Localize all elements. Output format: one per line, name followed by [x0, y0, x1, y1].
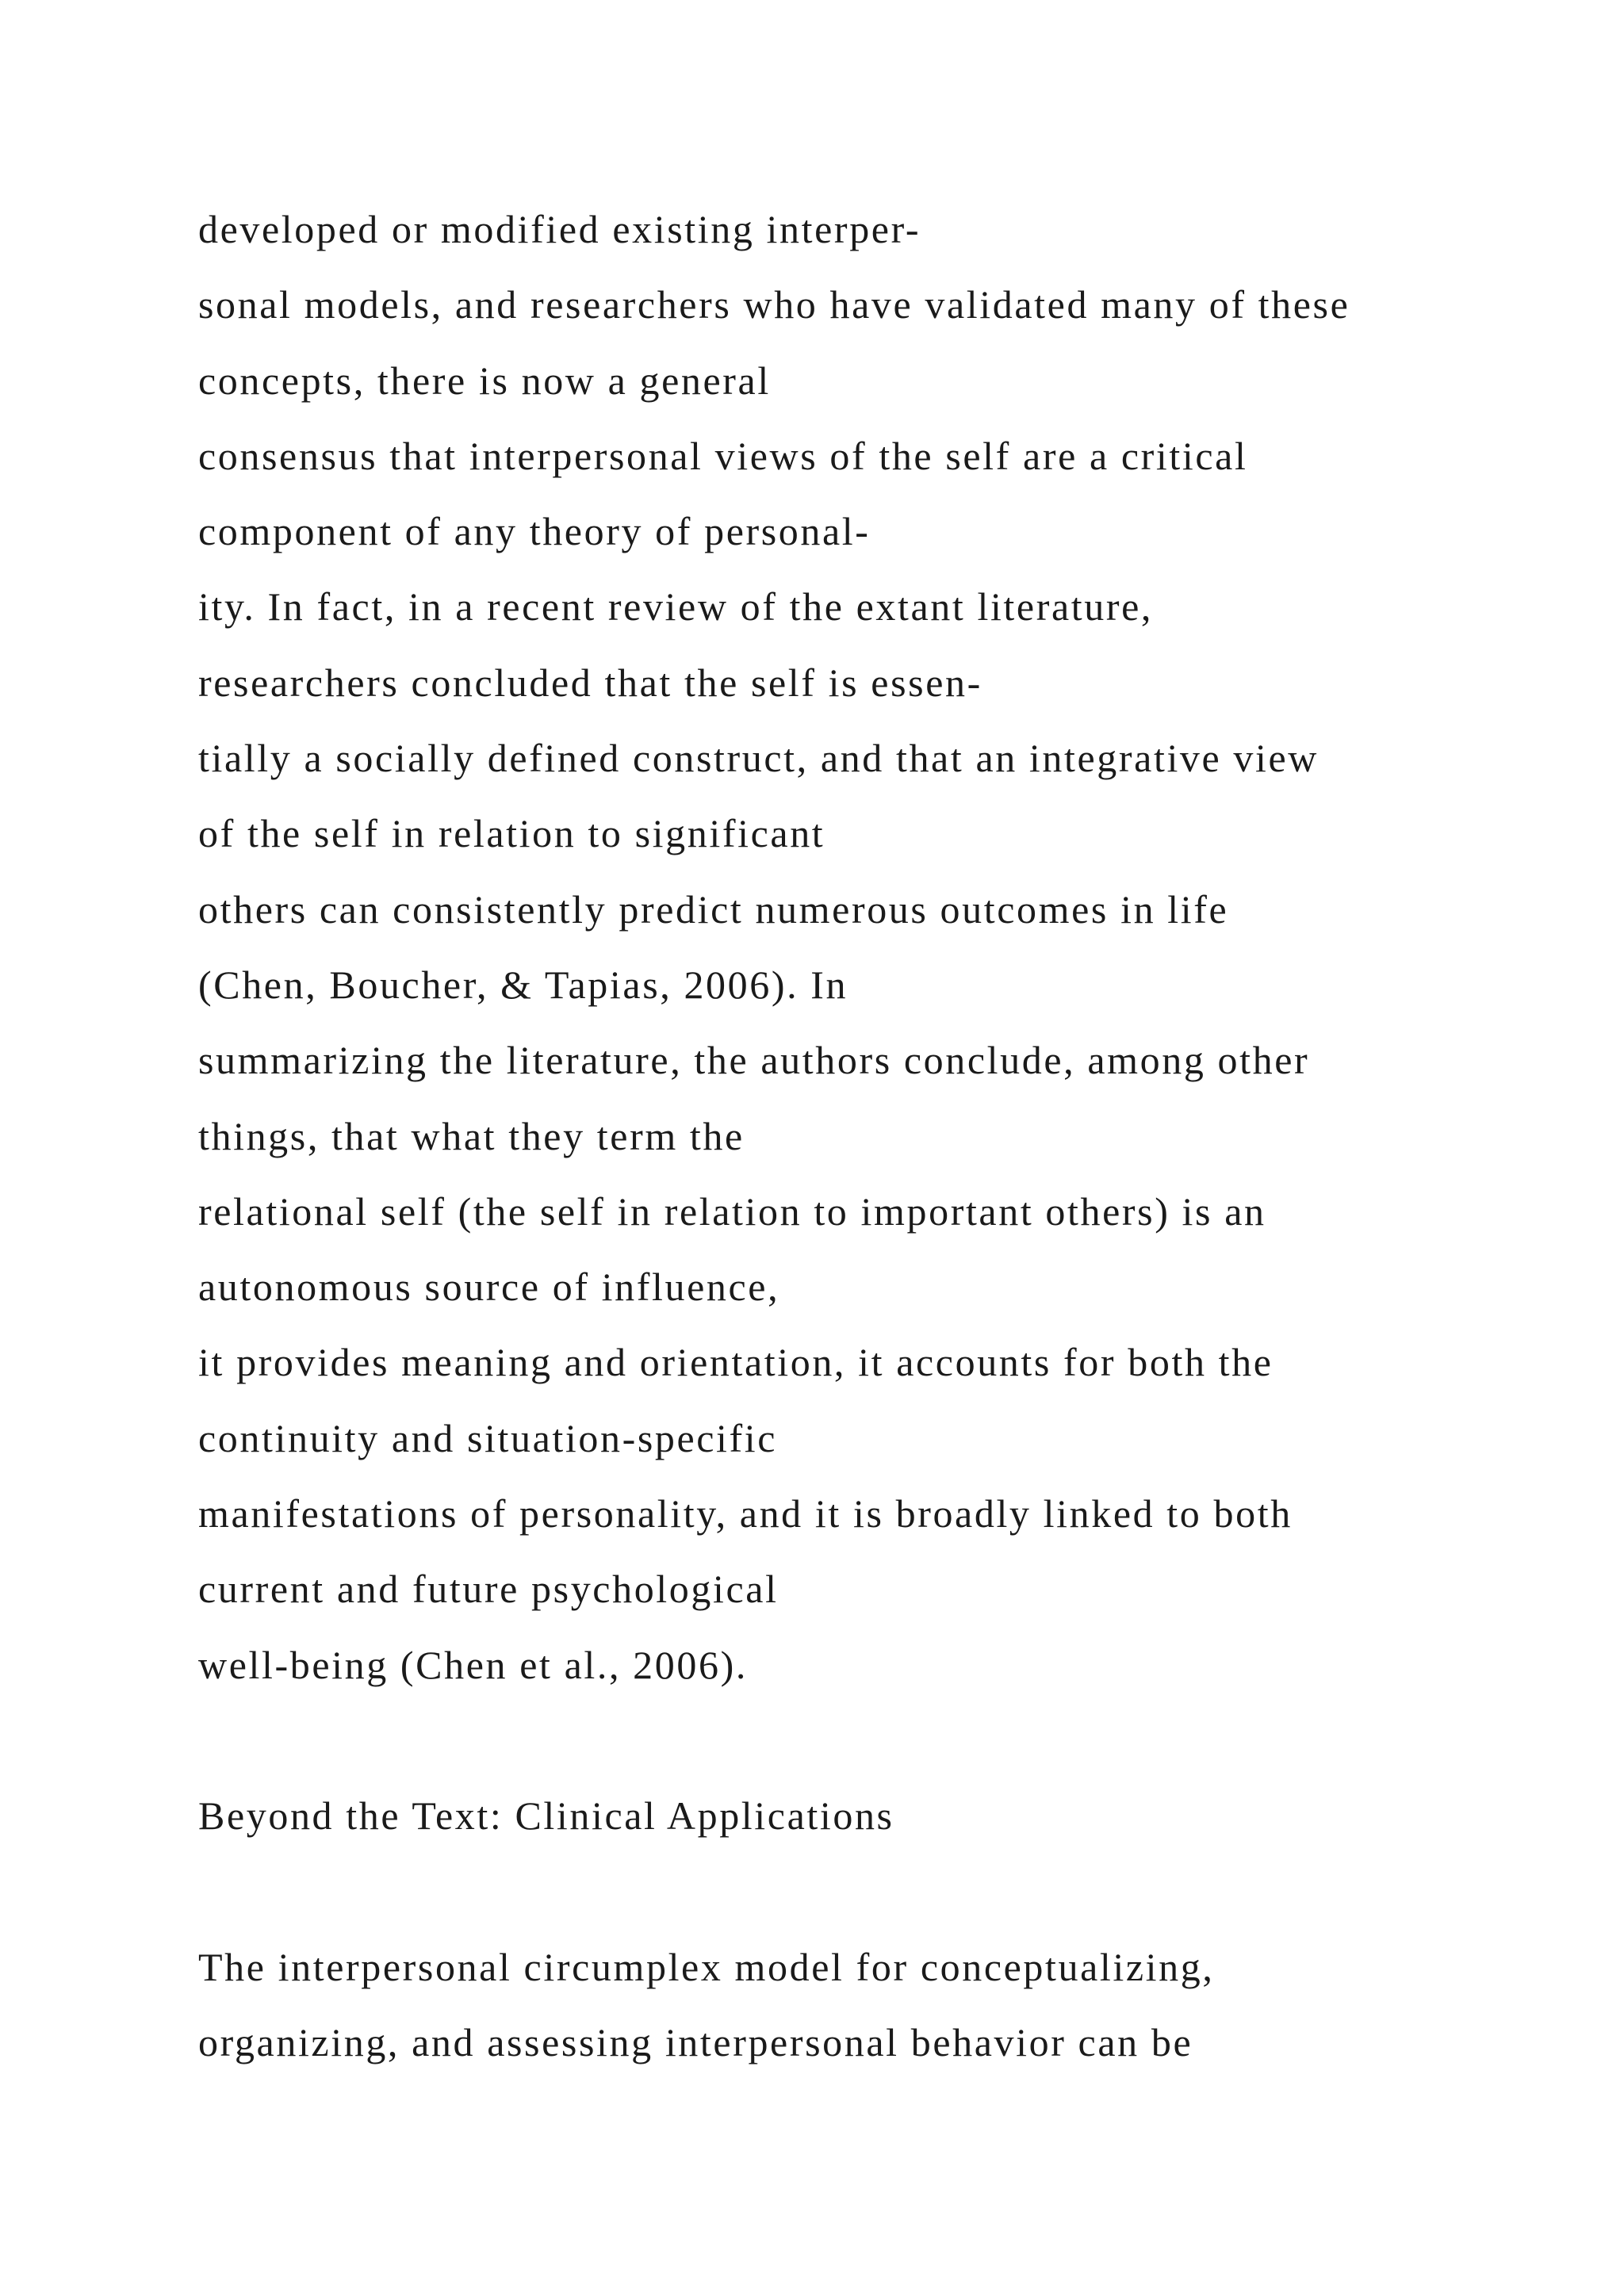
section-line: organizing, and assessing interpersonal behavior can be — [198, 2020, 1193, 2065]
body-line: consensus that interpersonal views of the self are a critical — [198, 433, 1248, 478]
paragraph-spacer — [198, 1703, 1562, 1778]
body-line: concepts, there is now a general — [198, 358, 771, 403]
body-line: developed or modified existing interper- — [198, 207, 921, 251]
body-line: manifestations of personality, and it is broadly linked to both — [198, 1491, 1293, 1536]
paragraph-spacer — [198, 1854, 1562, 1930]
body-line: current and future psychological — [198, 1567, 779, 1612]
body-line: relational self (the self in relation to important others) is an — [198, 1188, 1266, 1234]
body-line: summarizing the literature, the authors conclude, among other — [198, 1038, 1310, 1083]
body-line: it provides meaning and orientation, it accounts for both the — [198, 1340, 1274, 1385]
body-line: things, that what they term the — [198, 1113, 745, 1158]
body-line: (Chen, Boucher, & Tapias, 2006). In — [198, 962, 848, 1007]
body-line: sonal models, and researchers who have validated many of these — [198, 282, 1350, 327]
body-line: researchers concluded that the self is essen- — [198, 660, 982, 705]
body-line: component of any theory of personal- — [198, 509, 871, 554]
body-line: continuity and situation-specific — [198, 1415, 778, 1460]
section-heading: Beyond the Text: Clinical Applications — [198, 1793, 894, 1839]
body-line: well-being (Chen et al., 2006). — [198, 1642, 748, 1687]
section-line: The interpersonal circumplex model for conceptualizing, — [198, 1944, 1215, 1989]
body-line: of the self in relation to significant — [198, 811, 825, 856]
body-line: autonomous source of influence, — [198, 1265, 780, 1310]
document-text — [198, 192, 1562, 2080]
body-line: others can consistently predict numerous outcomes in life — [198, 886, 1229, 932]
body-line: ity. In fact, in a recent review of the extant literature, — [198, 584, 1153, 629]
body-line: tially a socially defined construct, and that an integrative view — [198, 736, 1320, 781]
